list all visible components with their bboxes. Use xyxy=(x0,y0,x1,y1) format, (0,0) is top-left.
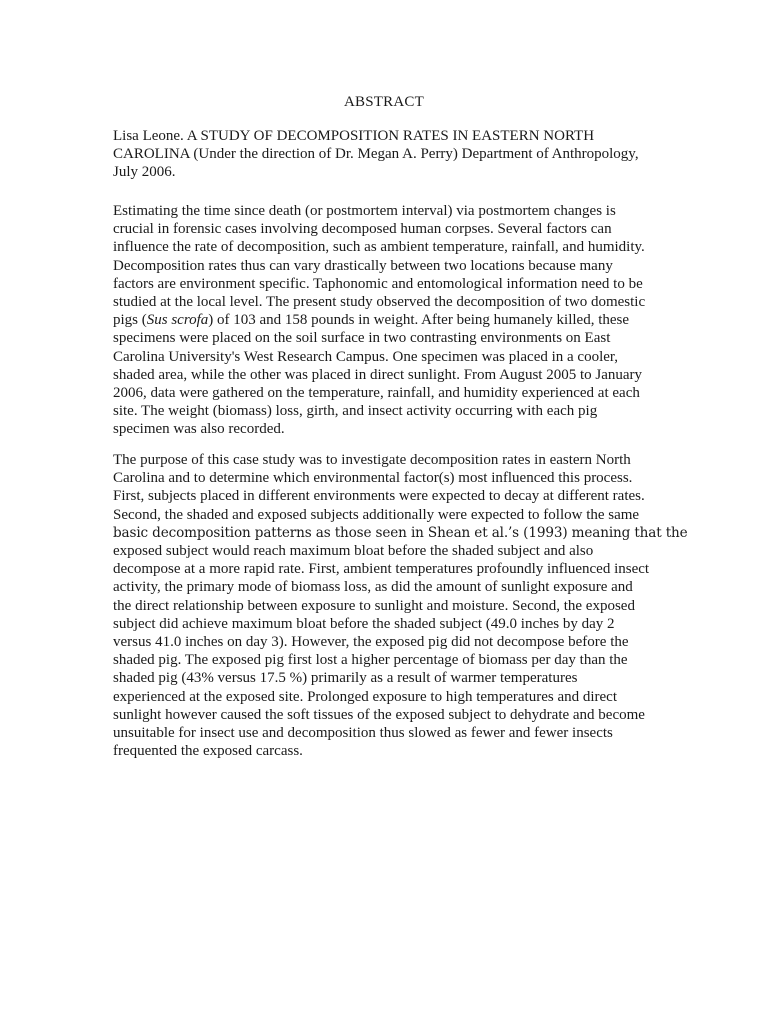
text-line: Second, the shaded and exposed subjects additionally were expected to follow the same xyxy=(113,506,640,523)
text-line: subject did achieve maximum bloat before the shaded subject (49.0 inches by day 2 xyxy=(113,615,615,632)
text-line: First, subjects placed in different environments were expected to decay at different rates. xyxy=(113,488,645,505)
text-line: shaded area, while the other was placed in direct sunlight. From August 2005 to January xyxy=(113,366,643,383)
text-line: site. The weight (biomass) loss, girth, and insect activity occurring with each pig xyxy=(113,403,598,420)
text-line: July 2006. xyxy=(113,164,176,181)
text-line: CAROLINA (Under the direction of Dr. Megan A. Perry) Department of Anthropology, xyxy=(113,146,639,163)
abstract-paragraph-2 xyxy=(113,451,688,760)
text-line: frequented the exposed carcass. xyxy=(113,743,303,760)
text-line: decompose at a more rapid rate. First, ambient temperatures profoundly influenced insect xyxy=(113,561,650,578)
text-line xyxy=(113,311,658,329)
byline-paragraph xyxy=(113,127,658,182)
text-line: Carolina University's West Research Campus. One specimen was placed in a cooler, xyxy=(113,348,619,365)
text-line: influence the rate of decomposition, such as ambient temperature, rainfall, and humidity. xyxy=(113,239,645,256)
text-line: versus 41.0 inches on day 3). However, the exposed pig did not decompose before the xyxy=(113,634,629,651)
text-line: factors are environment specific. Taphonomic and entomological information need to be xyxy=(113,275,643,292)
text-line: specimens were placed on the soil surface in two contrasting environments on East xyxy=(113,330,611,347)
abstract-paragraph-1 xyxy=(113,202,658,439)
text-run: ) of 103 and 158 pounds in weight. After being humanely killed, these xyxy=(208,312,630,329)
text-line: the direct relationship between exposure to sunlight and moisture. Second, the exposed xyxy=(113,597,635,614)
text-line: specimen was also recorded. xyxy=(113,421,285,438)
text-run: pigs ( xyxy=(113,312,147,329)
text-line: experienced at the exposed site. Prolonged exposure to high temperatures and direct xyxy=(113,688,617,705)
text-line: shaded pig (43% versus 17.5 %) primarily as a result of warmer temperatures xyxy=(113,670,578,687)
text-line: exposed subject would reach maximum bloat before the shaded subject and also xyxy=(113,543,594,560)
text-line: Lisa Leone. A STUDY OF DECOMPOSITION RATES IN EASTERN NORTH xyxy=(113,128,595,144)
text-line: studied at the local level. The present study observed the decomposition of two domestic xyxy=(113,294,646,311)
text-line: crucial in forensic cases involving decomposed human corpses. Several factors can xyxy=(113,221,612,238)
text-line: shaded pig. The exposed pig first lost a higher percentage of biomass per day than the xyxy=(113,652,628,669)
text-line: 2006, data were gathered on the temperature, rainfall, and humidity experienced at each xyxy=(113,385,640,402)
text-line: Estimating the time since death (or postmortem interval) via postmortem changes is xyxy=(113,203,616,219)
text-line: unsuitable for insect use and decomposition thus slowed as fewer and fewer insects xyxy=(113,725,613,742)
text-line: The purpose of this case study was to investigate decomposition rates in eastern North xyxy=(113,452,631,468)
text-line: sunlight however caused the soft tissues of the exposed subject to dehydrate and become xyxy=(113,706,645,723)
page-title: ABSTRACT xyxy=(344,94,424,110)
text-line: Decomposition rates thus can vary drastically between two locations because many xyxy=(113,257,613,274)
text-line: activity, the primary mode of biomass loss, as did the amount of sunlight exposure and xyxy=(113,579,633,596)
text-line: Carolina and to determine which environmental factor(s) most influenced this process. xyxy=(113,470,633,487)
text-line: basic decomposition patterns as those seen in Shean et al.’s (1993) meaning that the xyxy=(113,524,688,541)
species-name: Sus scrofa xyxy=(146,312,209,329)
